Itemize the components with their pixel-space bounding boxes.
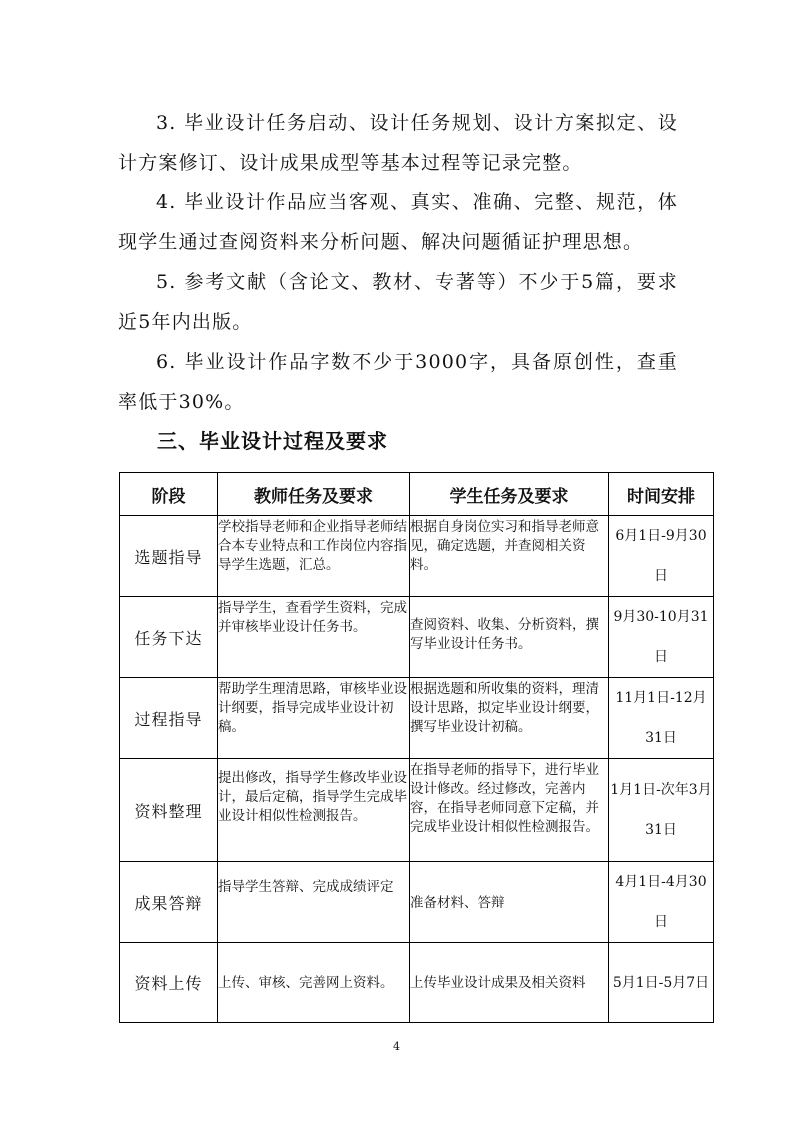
paragraph-4: 4. 毕业设计作品应当客观、真实、准确、完整、规范，体现学生通过查阅资料来分析问题、解决问题循证护理思想。 <box>118 191 678 253</box>
time-cell: 5月1日-5月7日 <box>609 943 714 1023</box>
teacher-cell: 指导学生答辩、完成成绩评定 <box>218 862 410 943</box>
table-row <box>120 516 714 597</box>
time-cell: 9月30-10月31日 <box>609 597 714 678</box>
header-teacher: 教师任务及要求 <box>218 473 410 516</box>
table-header-row <box>120 473 714 516</box>
stage-cell: 任务下达 <box>120 597 218 678</box>
header-stage: 阶段 <box>120 473 218 516</box>
student-cell: 在指导老师的指导下，进行毕业设计修改。经过修改，完善内容，在指导老师同意下定稿，并完成毕业设计相似性检测报告。 <box>410 759 609 862</box>
student-cell: 查阅资料、收集、分析资料，撰写毕业设计任务书。 <box>410 597 609 678</box>
page-number: 4 <box>393 1040 400 1053</box>
student-cell: 根据自身岗位实习和指导老师意见，确定选题，并查阅相关资料。 <box>410 516 609 597</box>
paragraph-3: 3. 毕业设计任务启动、设计任务规划、设计方案拟定、设计方案修订、设计成果成型等基本过程等记录完整。 <box>118 112 678 174</box>
student-cell: 根据选题和所收集的资料，理清设计思路，拟定毕业设计纲要，撰写毕业设计初稿。 <box>410 678 609 759</box>
stage-cell: 资料上传 <box>120 943 218 1023</box>
student-cell: 上传毕业设计成果及相关资料 <box>410 943 609 1023</box>
time-cell: 4月1日-4月30日 <box>609 862 714 943</box>
teacher-cell: 上传、审核、完善网上资料。 <box>218 943 410 1023</box>
stage-cell: 过程指导 <box>120 678 218 759</box>
stage-cell: 资料整理 <box>120 759 218 862</box>
paragraph-5: 5. 参考文献（含论文、教材、专著等）不少于5篇，要求近5年内出版。 <box>118 271 678 333</box>
stage-cell: 选题指导 <box>120 516 218 597</box>
time-cell: 11月1日-12月31日 <box>609 678 714 759</box>
schedule-table <box>119 472 714 1023</box>
section-heading: 三、毕业设计过程及要求 <box>157 429 388 453</box>
stage-cell: 成果答辩 <box>120 862 218 943</box>
teacher-cell: 帮助学生理清思路，审核毕业设计纲要，指导完成毕业设计初稿。 <box>218 678 410 759</box>
table-row <box>120 862 714 943</box>
table-row <box>120 943 714 1023</box>
teacher-cell: 提出修改，指导学生修改毕业设计，最后定稿，指导学生完成毕业设计相似性检测报告。 <box>218 759 410 862</box>
paragraph-6: 6. 毕业设计作品字数不少于3000字，具备原创性，查重率低于30%。 <box>118 351 678 413</box>
table-row <box>120 597 714 678</box>
header-student: 学生任务及要求 <box>410 473 609 516</box>
teacher-cell: 学校指导老师和企业指导老师结合本专业特点和工作岗位内容指导学生选题，汇总。 <box>218 516 410 597</box>
time-cell: 6月1日-9月30日 <box>609 516 714 597</box>
table-row <box>120 678 714 759</box>
table-row <box>120 759 714 862</box>
time-cell: 1月1日-次年3月31日 <box>609 759 714 862</box>
teacher-cell: 指导学生，查看学生资料，完成并审核毕业设计任务书。 <box>218 597 410 678</box>
header-time: 时间安排 <box>609 473 714 516</box>
student-cell: 准备材料、答辩 <box>410 862 609 943</box>
